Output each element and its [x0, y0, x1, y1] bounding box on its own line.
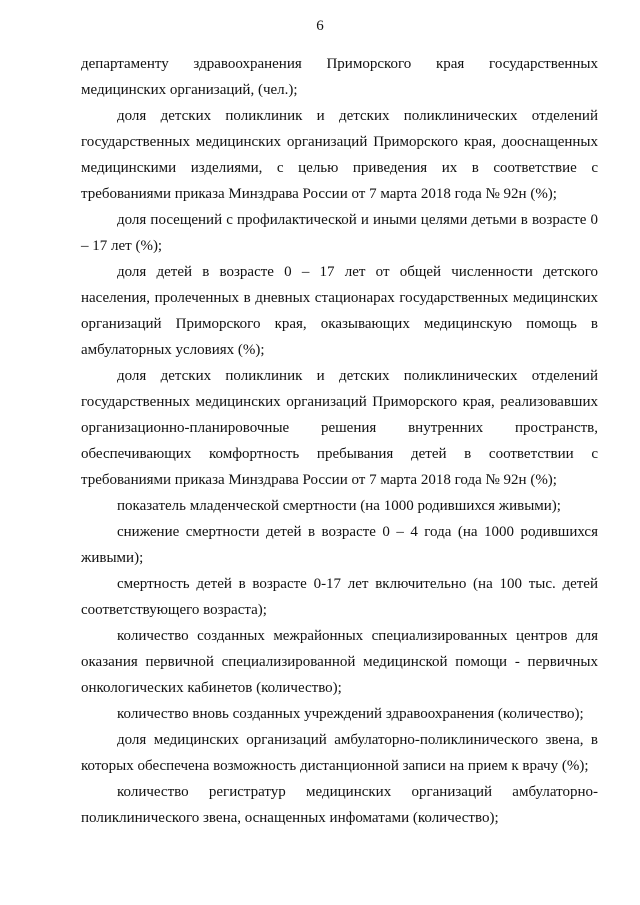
paragraph-mortality-0-4: снижение смертности детей в возрасте 0 – 4 года (на 1000 родившихся живыми);: [81, 524, 598, 566]
paragraph-remote-appointment: доля медицинских организаций амбулаторно-поликлинического звена, в которых обеспечена возможность дистанционной записи на прием к врачу (%);: [81, 732, 598, 774]
paragraph-children-polyclinics-equipped: доля детских поликлиник и детских поликлинических отделений государственных медицинских организаций Приморского края, дооснащенных медицинскими изделиями, с целью приведения их в соответствие с требованиями приказа Минздрава России от 7 марта 2018 года № 92н (%);: [81, 108, 598, 202]
page-number: 6: [316, 18, 324, 34]
paragraph-mortality-0-17: смертность детей в возрасте 0-17 лет включительно (на 100 тыс. детей соответствующего возраста);: [81, 576, 598, 618]
paragraph-infomats: количество регистратур медицинских организаций амбулаторно-поликлинического звена, оснащенных инфоматами (количество);: [81, 784, 598, 826]
paragraph-planning-solutions: доля детских поликлиник и детских поликлинических отделений государственных медицинских организаций Приморского края, реализовавших организационно-планировочные решения внутренних пространств, обеспечивающих комфортность пребывания детей в соответствии с требованиями приказа Минздрава России от 7 марта 2018 года № 92н (%);: [81, 368, 598, 488]
paragraph-new-institutions: количество вновь созданных учреждений здравоохранения (количество);: [117, 706, 584, 722]
document-body: [81, 51, 598, 831]
paragraph-preventive-visits: доля посещений с профилактической и иными целями детьми в возрасте 0 – 17 лет (%);: [81, 212, 598, 254]
paragraph-infant-mortality: показатель младенческой смертности (на 1000 родившихся живыми);: [117, 498, 561, 514]
paragraph-continuation: департаменту здравоохранения Приморского края государственных медицинских организаций, (чел.);: [81, 56, 598, 98]
paragraph-oncology-centers: количество созданных межрайонных специализированных центров для оказания первичной специализированной медицинской помощи - первичных онкологических кабинетов (количество);: [81, 628, 598, 696]
paragraph-day-hospital-children: доля детей в возрасте 0 – 17 лет от общей численности детского населения, пролеченных в дневных стационарах государственных медицинских организаций Приморского края, оказывающих медицинскую помощь в амбулаторных условиях (%);: [81, 264, 598, 358]
